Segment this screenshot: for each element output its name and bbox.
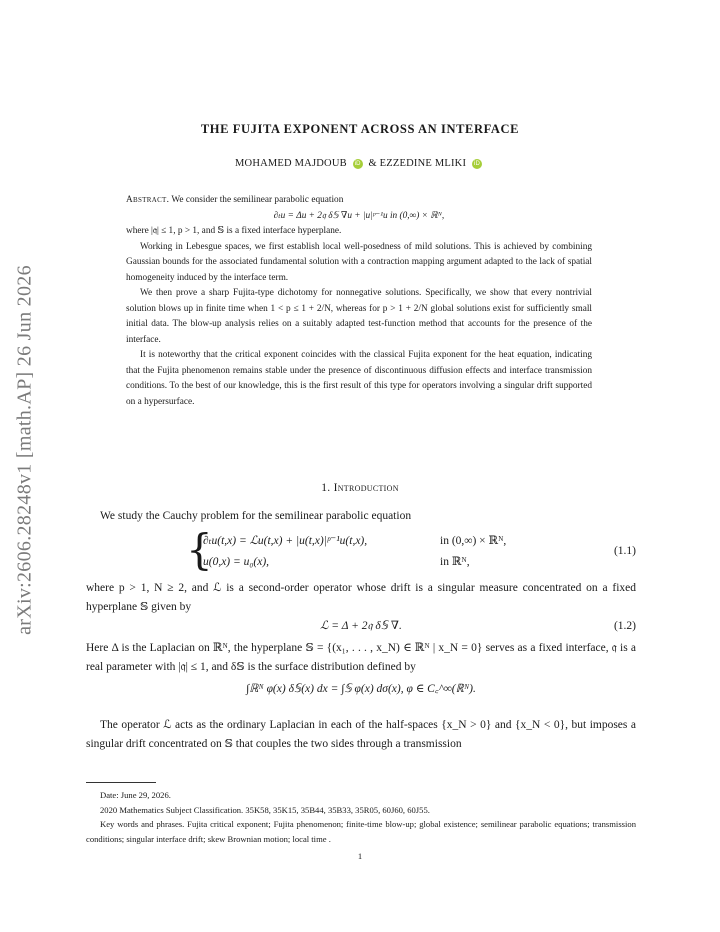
equation-line: u(0,x) = u₀(x), bbox=[203, 556, 270, 568]
body-paragraph: where p > 1, N ≥ 2, and ℒ is a second-order operator whose drift is a singular measure concentrated on a fixed hyperplane 𝕊 given by bbox=[86, 582, 636, 613]
equation-domain: in ℝᴺ, bbox=[440, 556, 470, 568]
body-paragraph: The operator ℒ acts as the ordinary Laplacian in each of the half-spaces {x_N > 0} and {x_N < 0}, but imposes a singular drift concentrated on 𝕊 that couples the two sides through a transmission bbox=[86, 719, 636, 750]
equation-number: (1.2) bbox=[613, 620, 636, 632]
body-paragraph: Here Δ is the Laplacian on ℝᴺ, the hyperplane 𝕊 = {(x₁, . . . , x_N) ∈ ℝᴺ | x_N = 0} serves as a fixed interface, 𝔮 is a real parameter with |𝔮| ≤ 1, and δ𝕊 is the surface distribution defined by bbox=[86, 642, 636, 673]
equation-line: ∂ₜu(t,x) = ℒu(t,x) + |u(t,x)|ᵖ⁻¹u(t,x), bbox=[203, 535, 368, 547]
equation-surface-distribution bbox=[86, 677, 636, 716]
footnotes bbox=[86, 788, 636, 846]
orcid-icon[interactable]: iD bbox=[354, 161, 361, 167]
abstract bbox=[126, 193, 592, 410]
author-majdoub: MOHAMED MAJDOUB bbox=[235, 158, 347, 169]
equation-content: ∫ℝᴺ φ(x) δ𝕊(x) dx = ∫𝕊 φ(x) dσ(x), φ ∈ C꜀^∞(ℝᴺ). bbox=[246, 683, 476, 695]
equation-content: ℒ = Δ + 2𝔮 δ𝕊 ∇. bbox=[320, 620, 402, 632]
author-line bbox=[0, 158, 720, 169]
section-heading: 1. Introduction bbox=[321, 482, 399, 494]
page-number: 1 bbox=[357, 851, 363, 861]
footnote-msc: 2020 Mathematics Subject Classification. 35K58, 35K15, 35B44, 35B33, 35R05, 60J60, 60J55. bbox=[100, 804, 430, 815]
equation-1-1 bbox=[86, 525, 636, 576]
footnote-keywords: Key words and phrases. Fujita critical exponent; Fujita phenomenon; finite-time blow-up; global existence; semilinear parabolic equations; transmission conditions; singular interface drift; skew Brownian motion; local time . bbox=[86, 819, 636, 844]
arxiv-identifier: arXiv:2606.28248v1 [math.AP] 26 Jun 2026 bbox=[13, 265, 36, 635]
abstract-paragraph: We then prove a sharp Fujita-type dichotomy for nonnegative solutions. Specifically, we show that every nontrivial solution blows up in finite time when 1 < p ≤ 1 + 2/N, whereas for p > 1 + 2/N global solutions exist for sufficiently small initial data. The blow-up analysis relies on a suitably adapted test-function method that accounts for the presence of the interface. bbox=[126, 288, 592, 345]
equation-1-2 bbox=[86, 617, 636, 639]
footnote-date: Date: June 29, 2026. bbox=[100, 790, 171, 800]
orcid-icon[interactable]: iD bbox=[473, 161, 481, 167]
paper-title: THE FUJITA EXPONENT ACROSS AN INTERFACE bbox=[200, 122, 520, 136]
equation-domain: in (0,∞) × ℝᴺ, bbox=[440, 535, 507, 547]
footnote-rule bbox=[86, 782, 156, 783]
author-mliki: & EZZEDINE MLIKI bbox=[368, 158, 467, 169]
abstract-lead: We consider the semilinear parabolic equation bbox=[171, 195, 344, 205]
abstract-heading: Abstract. bbox=[126, 195, 170, 205]
left-brace: { bbox=[186, 525, 213, 574]
abstract-paragraph: Working in Lebesgue spaces, we first establish local well-posedness of mild solutions. This is achieved by combining Gaussian bounds for the associated fundamental solution with a contraction mapping argument adapted to the lack of spatial homogeneity induced by the interface term. bbox=[126, 241, 592, 283]
arxiv-side-label bbox=[0, 240, 50, 660]
abstract-paragraph: It is noteworthy that the critical exponent coincides with the classical Fujita exponent for the heat equation, indicating that the Fujita phenomenon remains stable under the presence of discontinuous diffusion effects and interface transmission conditions. To the best of our knowledge, this is the first result of this type for operators involving a singular drift supported on a hypersurface. bbox=[126, 350, 592, 407]
body-paragraph: We study the Cauchy problem for the semilinear parabolic equation bbox=[100, 510, 412, 522]
abstract-equation: ∂ₜu = Δu + 2𝔮 δ𝕊 ∇u + |u|ᵖ⁻¹u in (0,∞) × ℝᴺ, bbox=[273, 210, 445, 221]
abstract-conditions: where |𝔮| ≤ 1, p > 1, and 𝕊 is a fixed interface hyperplane. bbox=[126, 226, 342, 236]
equation-number: (1.1) bbox=[613, 545, 636, 557]
body-text bbox=[86, 507, 636, 754]
